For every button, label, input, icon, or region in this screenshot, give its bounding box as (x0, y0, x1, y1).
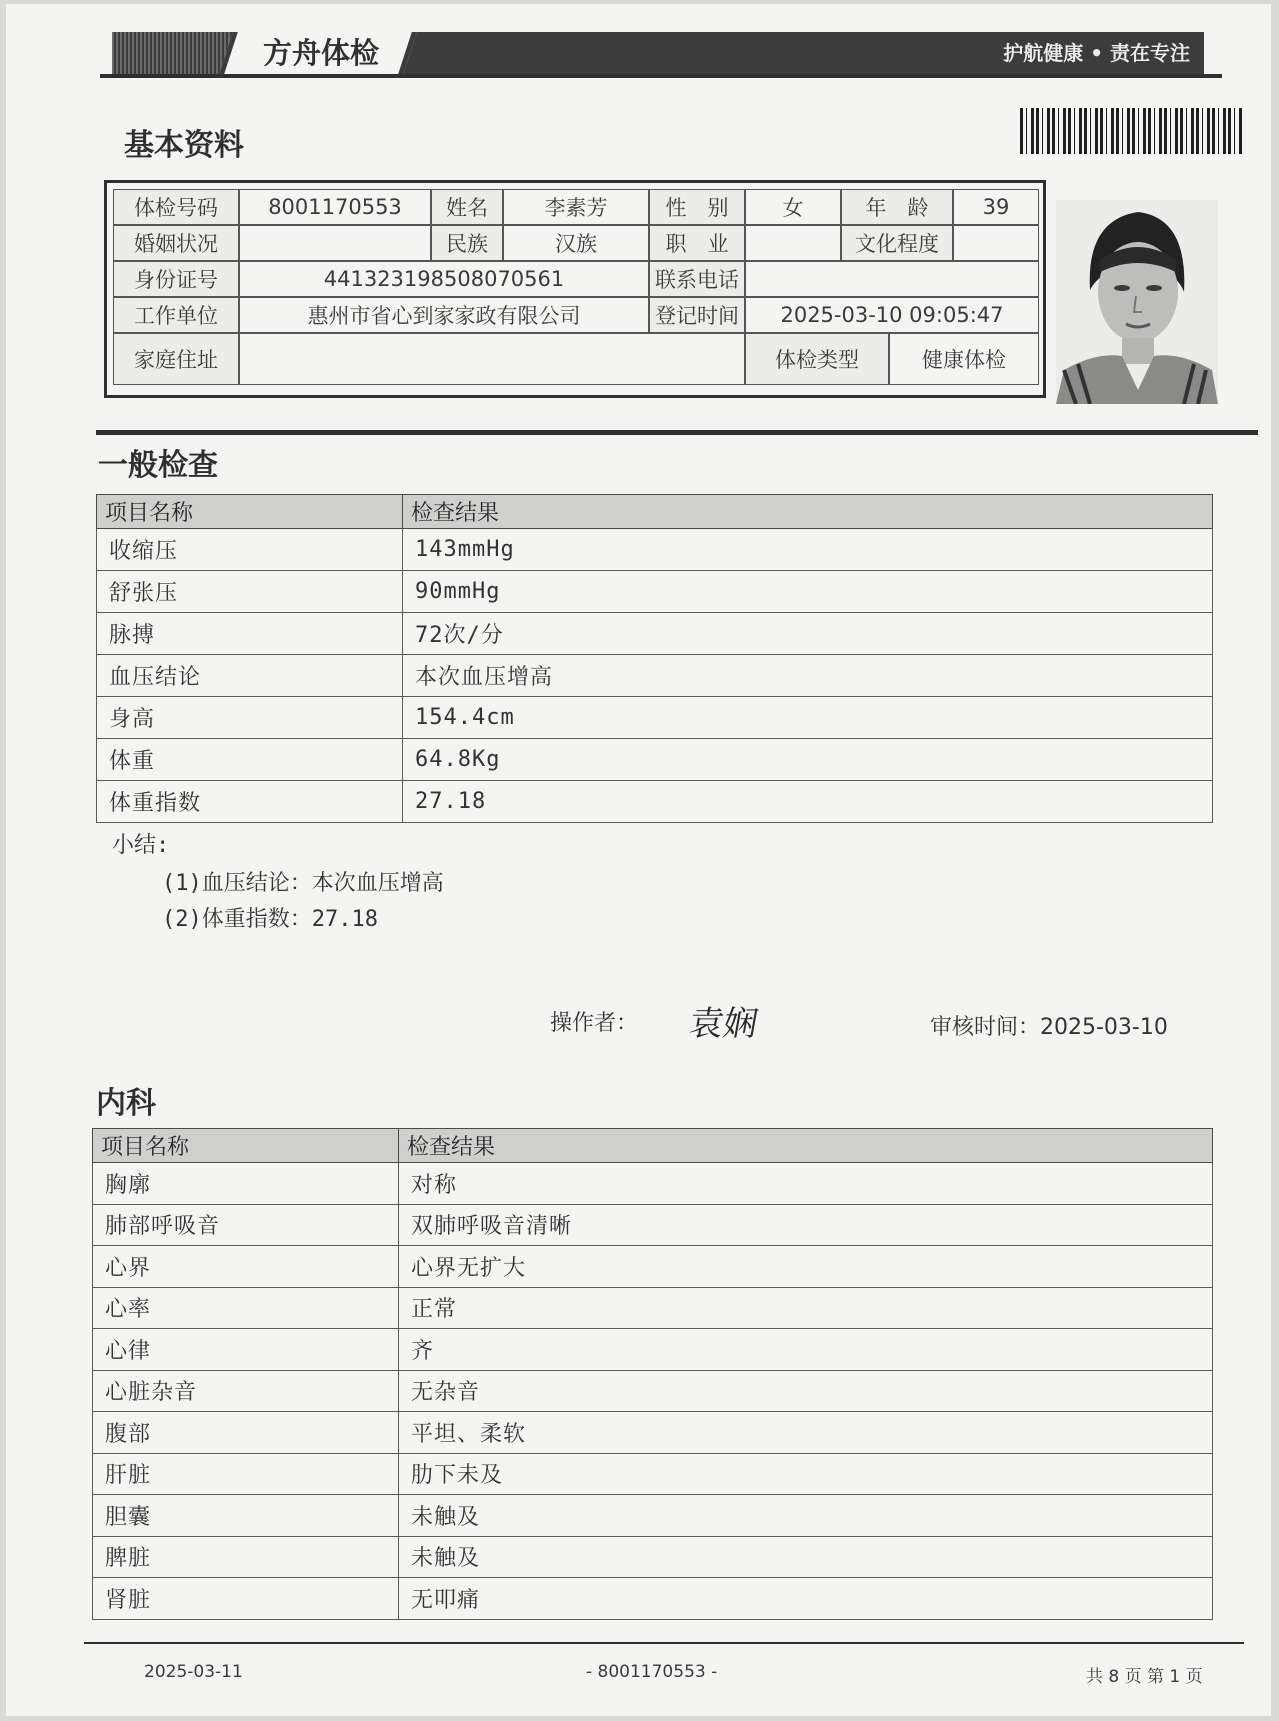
value-reg-time: 2025-03-10 09:05:47 (745, 297, 1039, 333)
row-result: 未触及 (399, 1536, 1213, 1578)
table-row (93, 1495, 1213, 1537)
value-gender: 女 (745, 189, 841, 225)
table-row (93, 1453, 1213, 1495)
row-result: 64.8Kg (403, 739, 1213, 781)
header-rule (100, 74, 1222, 78)
table-row (97, 613, 1213, 655)
label-reg-time: 登记时间 (649, 297, 745, 333)
value-phone (745, 261, 1039, 297)
row-item: 心脏杂音 (93, 1370, 399, 1412)
row-item: 舒张压 (97, 571, 403, 613)
general-exam-title: 一般检查 (98, 448, 218, 483)
label-name: 姓名 (431, 189, 503, 225)
row-item: 脉搏 (97, 613, 403, 655)
table-header-row (97, 495, 1213, 529)
value-exam-type: 健康体检 (889, 333, 1039, 385)
row-result: 本次血压增高 (403, 655, 1213, 697)
basic-info-title: 基本资料 (124, 128, 244, 163)
label-exam-type: 体检类型 (745, 333, 889, 385)
row-result: 72次/分 (403, 613, 1213, 655)
value-exam-no: 8001170553 (239, 189, 431, 225)
label-exam-no: 体检号码 (113, 189, 239, 225)
row-result: 27.18 (403, 781, 1213, 823)
table-row (93, 1370, 1213, 1412)
row-result: 无叩痛 (399, 1578, 1213, 1620)
column-header-result: 检查结果 (399, 1129, 1213, 1163)
row-result: 心界无扩大 (399, 1246, 1213, 1288)
row-item: 胸廓 (93, 1163, 399, 1205)
row-result: 对称 (399, 1163, 1213, 1205)
row-item: 身高 (97, 697, 403, 739)
basic-info-table (104, 180, 1046, 398)
label-occupation: 职 业 (649, 225, 745, 261)
row-result: 正常 (399, 1287, 1213, 1329)
table-row (93, 1536, 1213, 1578)
portrait-image (1056, 200, 1218, 404)
table-row (93, 1163, 1213, 1205)
row-item: 体重指数 (97, 781, 403, 823)
internal-medicine-table (92, 1128, 1213, 1620)
review-time: 审核时间：2025-03-10 (930, 1015, 1168, 1040)
page-indicator: 共 8 页 第 1 页 (1086, 1667, 1203, 1687)
label-ethnicity: 民族 (431, 225, 503, 261)
row-item: 肺部呼吸音 (93, 1204, 399, 1246)
table-row (97, 739, 1213, 781)
value-employer: 惠州市省心到家家政有限公司 (239, 297, 649, 333)
value-address (239, 333, 745, 385)
row-result: 未触及 (399, 1495, 1213, 1537)
value-id-no: 441323198508070561 (239, 261, 649, 297)
value-age: 39 (953, 189, 1039, 225)
value-name: 李素芳 (503, 189, 649, 225)
brand-logo-text: 方舟体检 (262, 36, 379, 70)
row-result: 平坦、柔软 (399, 1412, 1213, 1454)
row-item: 腹部 (93, 1412, 399, 1454)
row-result: 90mmHg (403, 571, 1213, 613)
column-header-item: 项目名称 (97, 495, 403, 529)
footer-date: 2025-03-11 (144, 1662, 243, 1682)
summary-label: 小结: (112, 833, 170, 858)
label-employer: 工作单位 (113, 297, 239, 333)
row-result: 肋下未及 (399, 1453, 1213, 1495)
value-marital (239, 225, 431, 261)
row-item: 心律 (93, 1329, 399, 1371)
general-exam-table (96, 494, 1213, 823)
row-item: 体重 (97, 739, 403, 781)
value-ethnicity: 汉族 (503, 225, 649, 261)
label-gender: 性 别 (649, 189, 745, 225)
row-result: 无杂音 (399, 1370, 1213, 1412)
label-phone: 联系电话 (649, 261, 745, 297)
row-result: 双肺呼吸音清晰 (399, 1204, 1213, 1246)
footer-rule (84, 1642, 1244, 1644)
barcode (1020, 108, 1242, 154)
row-item: 肝脏 (93, 1453, 399, 1495)
row-item: 心率 (93, 1287, 399, 1329)
table-row (97, 529, 1213, 571)
label-education: 文化程度 (841, 225, 953, 261)
table-row (97, 781, 1213, 823)
row-result: 154.4cm (403, 697, 1213, 739)
row-result: 143mmHg (403, 529, 1213, 571)
operator-label: 操作者： (550, 1011, 639, 1036)
section-rule (96, 430, 1258, 435)
summary-line-2: (2)体重指数：27.18 (162, 907, 378, 932)
table-row (97, 697, 1213, 739)
table-row (93, 1287, 1213, 1329)
row-item: 收缩压 (97, 529, 403, 571)
table-row (97, 655, 1213, 697)
footer-exam-no: - 8001170553 - (586, 1662, 718, 1682)
table-row (93, 1329, 1213, 1371)
table-header-row (93, 1129, 1213, 1163)
table-row (93, 1412, 1213, 1454)
column-header-result: 检查结果 (403, 495, 1213, 529)
table-row (93, 1578, 1213, 1620)
summary-line-1: (1)血压结论：本次血压增高 (162, 871, 444, 896)
internal-medicine-title: 内科 (96, 1086, 156, 1121)
label-marital: 婚姻状况 (113, 225, 239, 261)
table-row (93, 1204, 1213, 1246)
value-occupation (745, 225, 841, 261)
header-stripes (112, 32, 230, 74)
row-item: 肾脏 (93, 1578, 399, 1620)
slogan: 护航健康 • 责在专注 (1003, 41, 1190, 65)
row-item: 心界 (93, 1246, 399, 1288)
row-item: 胆囊 (93, 1495, 399, 1537)
label-id-no: 身份证号 (113, 261, 239, 297)
label-age: 年 龄 (841, 189, 953, 225)
row-result: 齐 (399, 1329, 1213, 1371)
row-item: 血压结论 (97, 655, 403, 697)
label-address: 家庭住址 (113, 333, 239, 385)
table-row (93, 1246, 1213, 1288)
column-header-item: 项目名称 (93, 1129, 399, 1163)
value-education (953, 225, 1039, 261)
row-item: 脾脏 (93, 1536, 399, 1578)
operator-signature: 袁娴 (685, 1004, 761, 1044)
table-row (97, 571, 1213, 613)
patient-photo (1056, 200, 1218, 404)
